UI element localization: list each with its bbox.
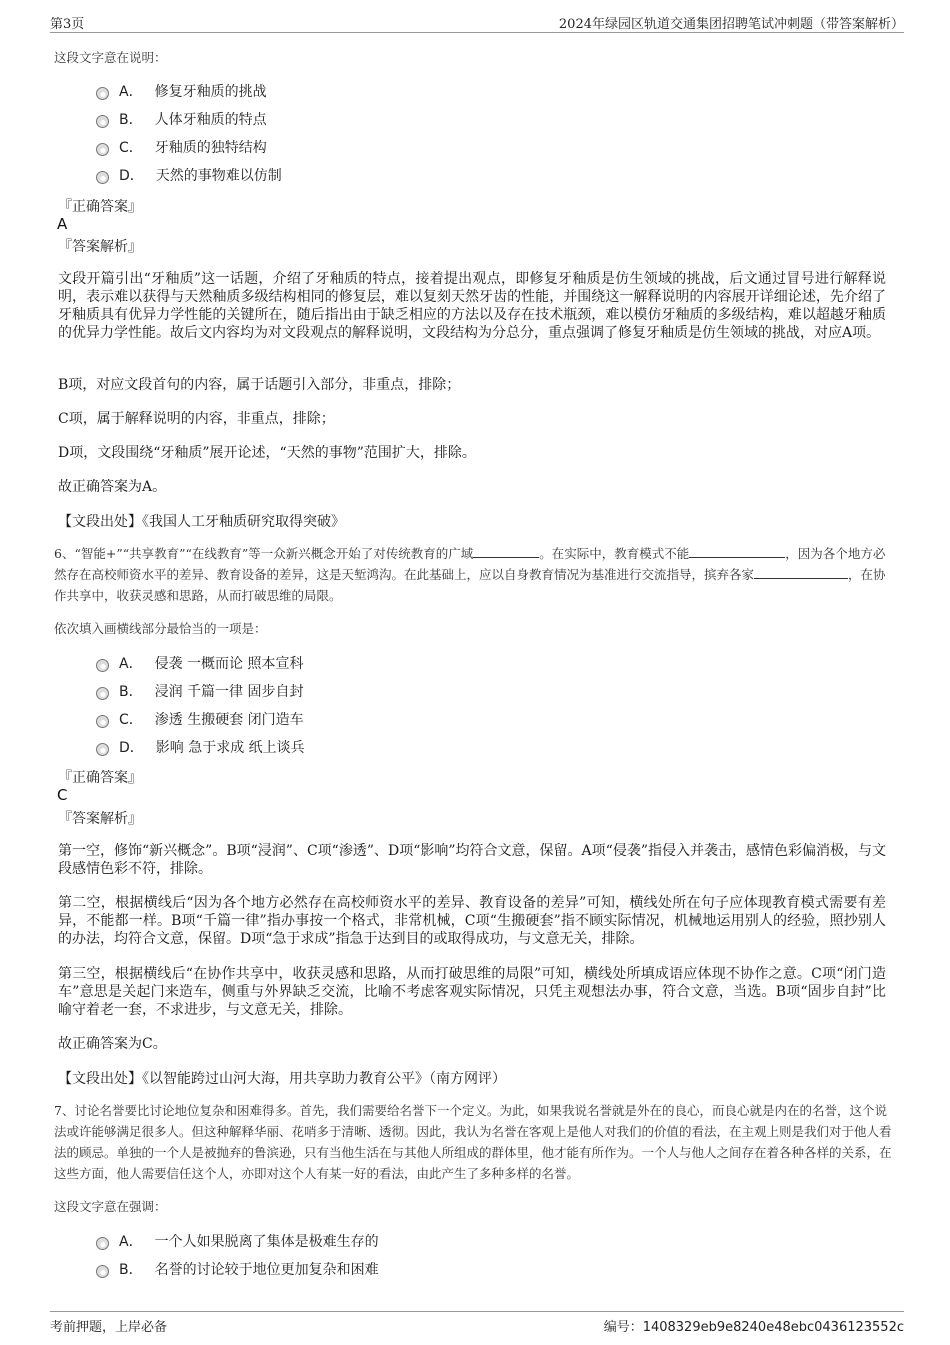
q5-conclusion: 故正确答案为A。 — [58, 479, 167, 495]
q6-conclusion: 故正确答案为C。 — [58, 1036, 167, 1052]
q6-option-b[interactable]: B． 浸润 千篇一律 固步自封 — [96, 679, 304, 703]
q6-option-c[interactable]: C． 渗透 生搬硬套 闭门造车 — [96, 707, 304, 731]
q6-answer-label: 『正确答案』 — [58, 770, 142, 786]
q6-analysis-paragraph: 第三空，根据横线后“在协作共享中，收获灵感和思路，从而打破思维的局限”可知，横线处所填成语应体现不协作之意。C项“闭门造车”意思是关起门来造车，侧重与外界缺乏交流，比喻不考虑客观实际情况，只凭主观想法办事，符合文意，当选。B项“固步自封”比喻守着老一套，不求进步，与文意无关，排除。 — [58, 966, 886, 1018]
fill-blank — [754, 566, 848, 579]
q6-stem: 6、“智能+”“共享教育”“在线教育”等一众新兴概念开始了对传统教育的广域 。在实际中，教育模式不能 ，因为各个地方必然存在高校师资水平的差异、教育设备的差异，这是天堑鸿沟。在此基础上，应以自身教育情况为基准进行交流指导，摈弃各家 ，在协作共享中，收获灵感和思路，从而打破思维的局限。 — [54, 546, 886, 603]
q7-option-a[interactable]: A． 一个人如果脱离了集体是极难生存的 — [96, 1229, 379, 1253]
q7-stem: 7、讨论名誉要比讨论地位复杂和困难得多。首先，我们需要给名誉下一个定义。为此，如果我说名誉就是外在的良心，而良心就是内在的名誉，这个说法或许能够满足很多人。但这种解释华丽、花哨多于清晰、透彻。因此，我认为名誉在客观上是他人对我们的价值的看法，在主观上则是我们对于他人看法的顾忌。单独的一个人是被抛弃的鲁滨逊，只有当他生活在与其他人所组成的群体里，他才能有所作为。一个人与他人之间存在着各种各样的关系，在这些方面，他人需要信任这个人，亦即对这个人有某一好的看法，由此产生了多种多样的名誉。 — [54, 1103, 892, 1181]
q5-option-c[interactable]: C． 牙釉质的独特结构 — [96, 135, 267, 159]
q6-option-a[interactable]: A． 侵袭 一概而论 照本宣科 — [96, 651, 303, 675]
q5-analysis-paragraph: D项，文段围绕“牙釉质”展开论述，“天然的事物”范围扩大，排除。 — [58, 445, 476, 461]
radio-icon[interactable] — [96, 715, 109, 728]
q5-prompt: 这段文字意在说明： — [54, 50, 167, 65]
q6-prompt: 依次填入画横线部分最恰当的一项是： — [54, 621, 267, 636]
q6-analysis-paragraph: 第二空，根据横线后“因为各个地方必然存在高校师资水平的差异、教育设备的差异”可知，横线处所在句子应体现教育模式需要有差异，不能都一样。B项“千篇一律”指办事按一个格式，非常机械，C项“生搬硬套”指不顾实际情况，机械地运用别人的经验，照抄别人的办法，均符合文意，保留。D项“急于求成”指急于达到目的或取得成功，与文意无关，排除。 — [58, 895, 886, 947]
page-footer — [50, 1311, 904, 1336]
radio-icon[interactable] — [96, 743, 109, 756]
q5-analysis-paragraph: C项，属于解释说明的内容，非重点，排除； — [58, 411, 335, 427]
page-header — [50, 10, 904, 33]
radio-icon[interactable] — [96, 143, 109, 156]
q5-option-d[interactable]: D． 天然的事物难以仿制 — [96, 163, 282, 187]
radio-icon[interactable] — [96, 115, 109, 128]
q5-answer: A — [57, 215, 68, 233]
footer-slogan: 考前押题，上岸必备 — [50, 1320, 168, 1335]
q6-source: 【文段出处】《以智能跨过山河大海，用共享助力教育公平》（南方网评） — [58, 1071, 506, 1087]
q6-analysis-label: 『答案解析』 — [58, 811, 142, 827]
q5-source: 【文段出处】《我国人工牙釉质研究取得突破》 — [58, 514, 345, 530]
radio-icon[interactable] — [96, 1237, 109, 1250]
q5-answer-label: 『正确答案』 — [58, 199, 142, 215]
q6-option-d[interactable]: D． 影响 急于求成 纸上谈兵 — [96, 735, 305, 759]
radio-icon[interactable] — [96, 659, 109, 672]
radio-icon[interactable] — [96, 1265, 109, 1278]
radio-icon[interactable] — [96, 687, 109, 700]
radio-icon[interactable] — [96, 87, 109, 100]
fill-blank — [473, 545, 539, 558]
page-number: 第3页 — [50, 17, 85, 32]
q6-answer: C — [57, 786, 68, 804]
q6-analysis-paragraph: 第一空，修饰“新兴概念”。B项“浸润”、C项“渗透”、D项“影响”均符合文意，保留。A项“侵袭”指侵入并袭击，感情色彩偏消极，与文段感情色彩不符，排除。 — [58, 843, 886, 877]
q5-analysis-paragraph: B项，对应文段首句的内容，属于话题引入部分，非重点，排除； — [58, 377, 461, 393]
document-title: 2024年绿园区轨道交通集团招聘笔试冲刺题（带答案解析） — [558, 17, 904, 32]
radio-icon[interactable] — [96, 171, 109, 184]
q5-analysis-paragraph: 文段开篇引出“牙釉质”这一话题，介绍了牙釉质的特点，接着提出观点，即修复牙釉质是仿生领域的挑战，后文通过冒号进行解释说明，表示难以获得与天然釉质多级结构相同的修复层，难以复刻天然牙齿的性能，并围绕这一解释说明的内容展开详细论述，先介绍了牙釉质具有优异力学性能的关键所在，随后指出由于缺乏相应的方法以及存在技术瓶颈，难以模仿牙釉质的多级结构，难以超越牙釉质的优异力学性能。故后文内容均为对文段观点的解释说明，文段结构为分总分，重点强调了修复牙釉质是仿生领域的挑战，对应A项。 — [58, 271, 886, 341]
q5-option-a[interactable]: A． 修复牙釉质的挑战 — [96, 79, 267, 103]
q5-analysis-label: 『答案解析』 — [58, 239, 142, 255]
q7-prompt: 这段文字意在强调： — [54, 1199, 167, 1214]
q5-option-b[interactable]: B． 人体牙釉质的特点 — [96, 107, 267, 131]
document-code: 编号：1408329eb9e8240e48ebc0436123552c — [603, 1320, 904, 1335]
q7-option-b[interactable]: B． 名誉的讨论较于地位更加复杂和困难 — [96, 1257, 379, 1281]
fill-blank — [689, 545, 785, 558]
